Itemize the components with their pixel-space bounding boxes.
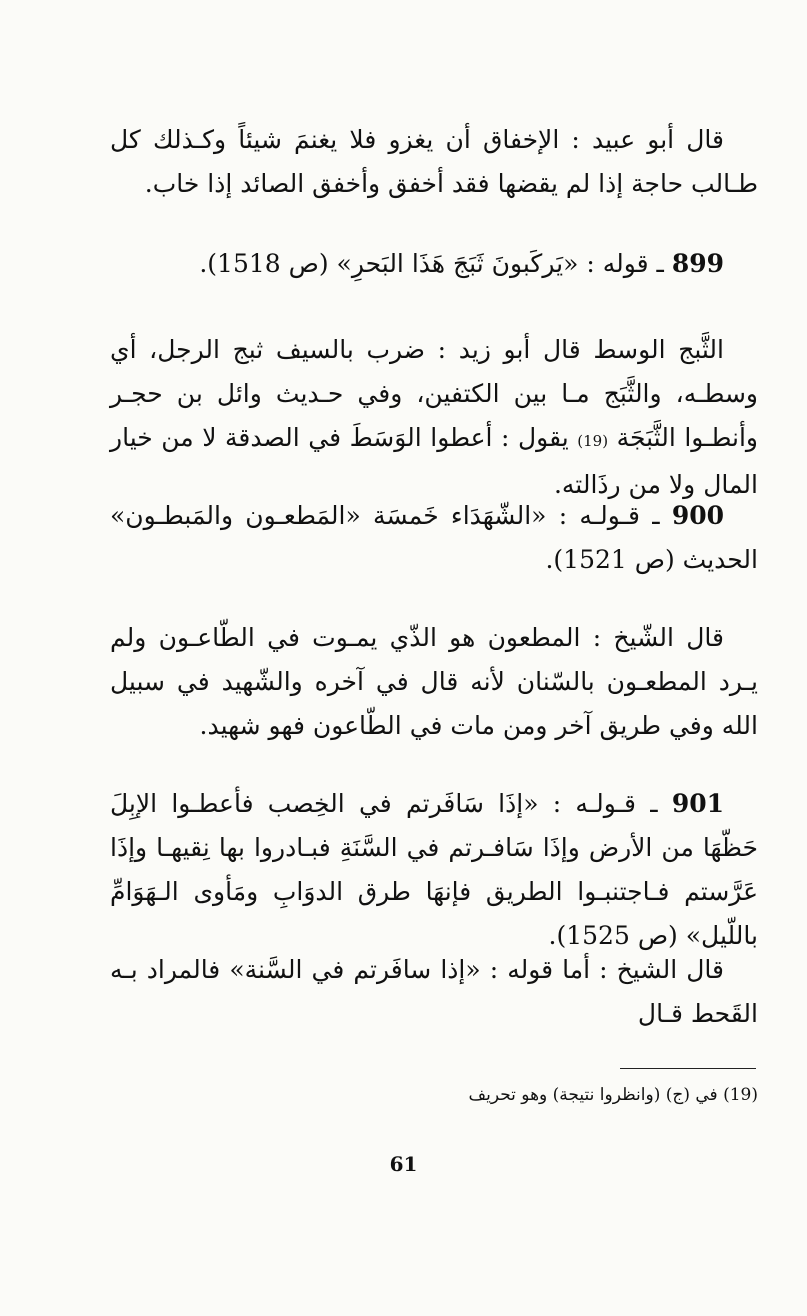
entry-text: ـ قـولـه : «الشّهَدَاء خَمسَة «المَطعـون والمَبطـون» الحديث (ص 1521). [110, 501, 758, 574]
footnote-reference: (19) [577, 432, 609, 450]
entry-number: 901 [671, 789, 724, 818]
entry-number: 899 [671, 249, 724, 278]
paragraph-sheikh-1 [110, 616, 758, 748]
paragraph-text: قال أبو عبيد : الإخفاق أن يغزو فلا يغنمَ شيئاً وكـذلك كل طـالب حاجة إذا لم يقضها فقد أخفق وأخفق الصائد إذا خاب. [110, 125, 758, 198]
paragraph-1 [110, 118, 758, 206]
entry-899 [110, 242, 758, 286]
paragraph-text: يقول : أعطوا الوَسَطَ في الصدقة لا من خيار المال ولا من رذَالته. [110, 423, 758, 499]
entry-text: ـ قوله : «يَركَبونَ ثَبَجَ هَذَا البَحرِ» (ص 1518). [199, 249, 672, 278]
paragraph-text: الثَّبج الوسط قال أبو زيد : ضرب بالسيف ثبج الرجل، أي وسطـه، والثَّبَج مـا بين الكتفين، وفي حـديث وائل بن حجـر وأنطـوا الثَّبَجَة [110, 335, 758, 452]
paragraph-sheikh-2 [110, 948, 758, 1036]
paragraph-thabaj [110, 328, 758, 507]
paragraph-text: قال الشّيخ : المطعون هو الذّي يمـوت في الطّاعـون ولم يـرد المطعـون بالسّنان لأنه قال في آخره والشّهيد في سبيل الله وفي طريق آخر ومن مات في الطّاعون فهو شهيد. [110, 623, 758, 740]
entry-901 [110, 782, 758, 958]
entry-text: ـ قـولـه : «إذَا سَافَرتم في الخِصب فأعطـوا الإبِلَ حَظّهَا من الأرض وإذَا سَافـرتم في السَّنَةِ فبـادروا بها نِقيهـا وإذَا عَرَّستم فـاجتنبـوا الطريق فإنهَا طرق الدوَابِ ومَأوى الـهَوَامِّ باللّيل» (ص 1525). [110, 789, 758, 950]
entry-number: 900 [671, 501, 724, 530]
entry-900 [110, 494, 758, 582]
paragraph-text: قال الشيخ : أما قوله : «إذا سافَرتم في السَّنة» فالمراد بـه القَحط قـال [110, 955, 758, 1028]
footnote-divider [620, 1068, 756, 1069]
footnote: (19) في (ج) (وانظروا نتيجة) وهو تحريف [468, 1085, 758, 1105]
page-number: 61 [389, 1152, 418, 1176]
